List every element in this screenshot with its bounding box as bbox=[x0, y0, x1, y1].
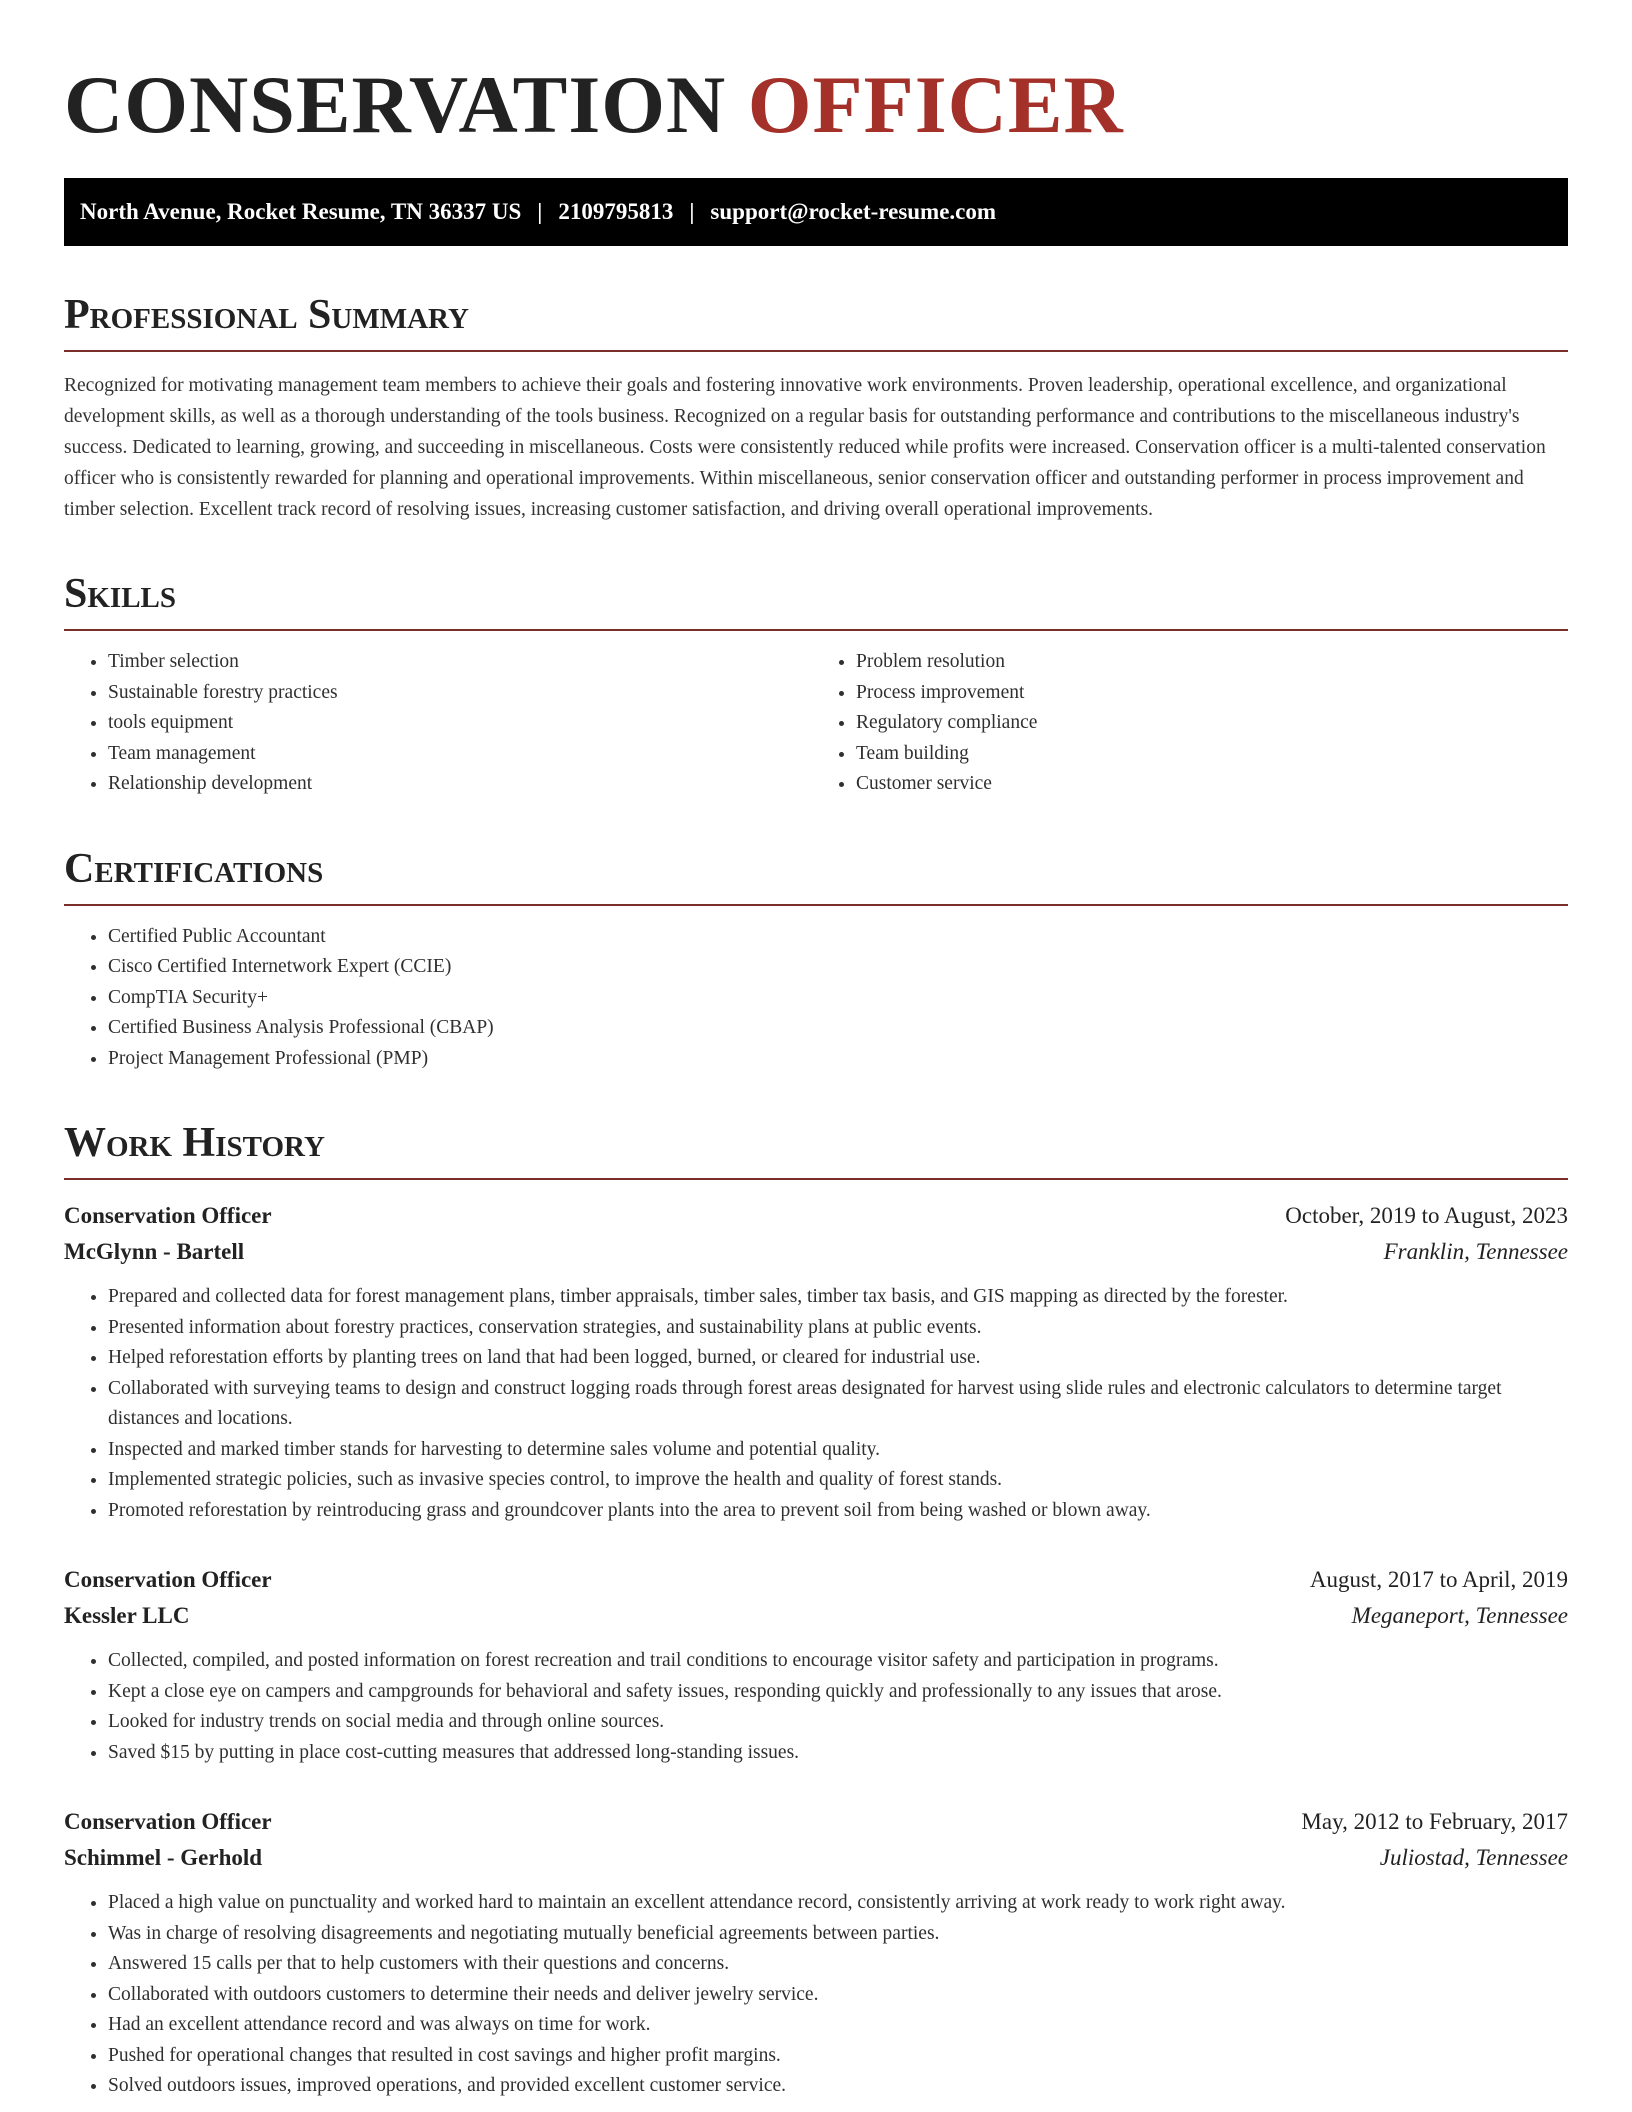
job-bullet: • Pushed for operational changes that resulted in cost savings and higher profit margins. bbox=[108, 2041, 1568, 2072]
job-bullet: • Implemented strategic policies, such as invasive species control, to improve the health and quality of forest stands. bbox=[108, 1465, 1568, 1496]
job-bullet: • Presented information about forestry practices, conservation strategies, and sustainability plans at public events. bbox=[108, 1313, 1568, 1344]
contact-address: North Avenue, Rocket Resume, TN 36337 US bbox=[80, 199, 522, 224]
job-bullets bbox=[64, 1282, 1568, 1526]
section-title-work-history: Work History bbox=[64, 1118, 1568, 1180]
summary-section bbox=[64, 290, 1568, 525]
certification-item: • Project Management Professional (PMP) bbox=[108, 1044, 1568, 1075]
work-history-section bbox=[64, 1118, 1568, 2102]
certification-item: • Certified Business Analysis Professional (CBAP) bbox=[108, 1013, 1568, 1044]
job-bullet: • Looked for industry trends on social media and through online sources. bbox=[108, 1707, 1568, 1738]
skill-item: • Timber selection bbox=[108, 647, 816, 678]
job-bullet: • Prepared and collected data for forest management plans, timber appraisals, timber sales, timber tax basis, and GIS mapping as directed by the forester. bbox=[108, 1282, 1568, 1313]
job-company: McGlynn - Bartell bbox=[64, 1239, 245, 1264]
section-title-certifications: Certifications bbox=[64, 844, 1568, 906]
name-first: CONSERVATION bbox=[64, 59, 727, 150]
certification-item: • CompTIA Security+ bbox=[108, 983, 1568, 1014]
section-title-summary: Professional Summary bbox=[64, 290, 1568, 352]
skill-item: • Team building bbox=[856, 739, 1568, 770]
job-header-row bbox=[64, 1804, 1568, 1840]
job-bullet: • Collected, compiled, and posted information on forest recreation and trail conditions to encourage visitor safety and participation in programs. bbox=[108, 1646, 1568, 1677]
job-bullet: • Collaborated with surveying teams to design and construct logging roads through forest areas designated for harvest using slide rules and electronic calculators to determine target distances and locations. bbox=[108, 1374, 1568, 1435]
job-location: Franklin, Tennessee bbox=[1383, 1239, 1568, 1264]
contact-bar bbox=[64, 178, 1568, 246]
certification-item: • Certified Public Accountant bbox=[108, 922, 1568, 953]
contact-email: support@rocket-resume.com bbox=[710, 199, 997, 224]
job-bullet: • Helped reforestation efforts by planting trees on land that had been logged, burned, or cleared for industrial use. bbox=[108, 1343, 1568, 1374]
skill-item: • Process improvement bbox=[856, 678, 1568, 709]
skill-item: • Relationship development bbox=[108, 769, 816, 800]
job-bullet: • Promoted reforestation by reintroducing grass and groundcover plants into the area to prevent soil from being washed or blown away. bbox=[108, 1496, 1568, 1527]
skills-grid bbox=[64, 647, 1568, 800]
job-title: Conservation Officer bbox=[64, 1809, 272, 1834]
job-bullet: • Had an excellent attendance record and was always on time for work. bbox=[108, 2010, 1568, 2041]
job-company: Kessler LLC bbox=[64, 1603, 190, 1628]
name-second: OFFICER bbox=[747, 59, 1124, 150]
skills-list-right bbox=[816, 647, 1568, 800]
job-bullet: • Was in charge of resolving disagreements and negotiating mutually beneficial agreements between parties. bbox=[108, 1919, 1568, 1950]
skill-item: • Problem resolution bbox=[856, 647, 1568, 678]
job-dates: October, 2019 to August, 2023 bbox=[1285, 1203, 1568, 1228]
skills-list-left bbox=[64, 647, 816, 800]
job-entry bbox=[64, 1198, 1568, 1526]
job-location: Meganeport, Tennessee bbox=[1351, 1603, 1568, 1628]
skill-item: • Team management bbox=[108, 739, 816, 770]
skill-item: • Sustainable forestry practices bbox=[108, 678, 816, 709]
job-entry bbox=[64, 1562, 1568, 1768]
skills-section bbox=[64, 569, 1568, 800]
job-subheader-row bbox=[64, 1234, 1568, 1270]
job-location: Juliostad, Tennessee bbox=[1379, 1845, 1568, 1870]
skill-item: • Regulatory compliance bbox=[856, 708, 1568, 739]
resume-name bbox=[64, 56, 1568, 154]
job-title: Conservation Officer bbox=[64, 1203, 272, 1228]
skill-item: • tools equipment bbox=[108, 708, 816, 739]
certifications-list bbox=[64, 922, 1568, 1075]
job-bullet: • Answered 15 calls per that to help customers with their questions and concerns. bbox=[108, 1949, 1568, 1980]
job-subheader-row bbox=[64, 1840, 1568, 1876]
job-header-row bbox=[64, 1562, 1568, 1598]
job-company: Schimmel - Gerhold bbox=[64, 1845, 263, 1870]
certifications-section bbox=[64, 844, 1568, 1075]
contact-separator: | bbox=[537, 199, 543, 224]
job-title: Conservation Officer bbox=[64, 1567, 272, 1592]
job-subheader-row bbox=[64, 1598, 1568, 1634]
job-bullet: • Saved $15 by putting in place cost-cutting measures that addressed long-standing issues. bbox=[108, 1738, 1568, 1769]
job-bullets bbox=[64, 1646, 1568, 1768]
summary-text: Recognized for motivating management team members to achieve their goals and fostering innovative work environments. Proven leadership, operational excellence, and organizational development skills, as well as a thorough understanding of the tools business. Recognized on a regular basis for outstanding performance and contributions to the miscellaneous industry's success. Dedicated to learning, growing, and succeeding in miscellaneous. Costs were consistently reduced while profits were increased. Conservation officer is a multi-talented conservation officer who is consistently rewarded for planning and operational improvements. Within miscellaneous, senior conservation officer and outstanding performer in process improvement and timber selection. Excellent track record of resolving issues, increasing customer satisfaction, and driving overall operational improvements. bbox=[64, 375, 1546, 520]
job-dates: May, 2012 to February, 2017 bbox=[1301, 1809, 1568, 1834]
job-header-row bbox=[64, 1198, 1568, 1234]
job-bullet: • Solved outdoors issues, improved operations, and provided excellent customer service. bbox=[108, 2071, 1568, 2102]
contact-phone: 2109795813 bbox=[558, 199, 674, 224]
job-bullet: • Inspected and marked timber stands for harvesting to determine sales volume and potential quality. bbox=[108, 1435, 1568, 1466]
section-title-skills: Skills bbox=[64, 569, 1568, 631]
skill-item: • Customer service bbox=[856, 769, 1568, 800]
job-bullets bbox=[64, 1888, 1568, 2102]
contact-separator: | bbox=[689, 199, 695, 224]
certification-item: • Cisco Certified Internetwork Expert (CCIE) bbox=[108, 952, 1568, 983]
job-entry bbox=[64, 1804, 1568, 2102]
job-bullet: • Collaborated with outdoors customers to determine their needs and deliver jewelry service. bbox=[108, 1980, 1568, 2011]
job-bullet: • Placed a high value on punctuality and worked hard to maintain an excellent attendance record, consistently arriving at work ready to work right away. bbox=[108, 1888, 1568, 1919]
job-dates: August, 2017 to April, 2019 bbox=[1309, 1567, 1568, 1592]
job-bullet: • Kept a close eye on campers and campgrounds for behavioral and safety issues, responding quickly and professionally to any issues that arose. bbox=[108, 1677, 1568, 1708]
